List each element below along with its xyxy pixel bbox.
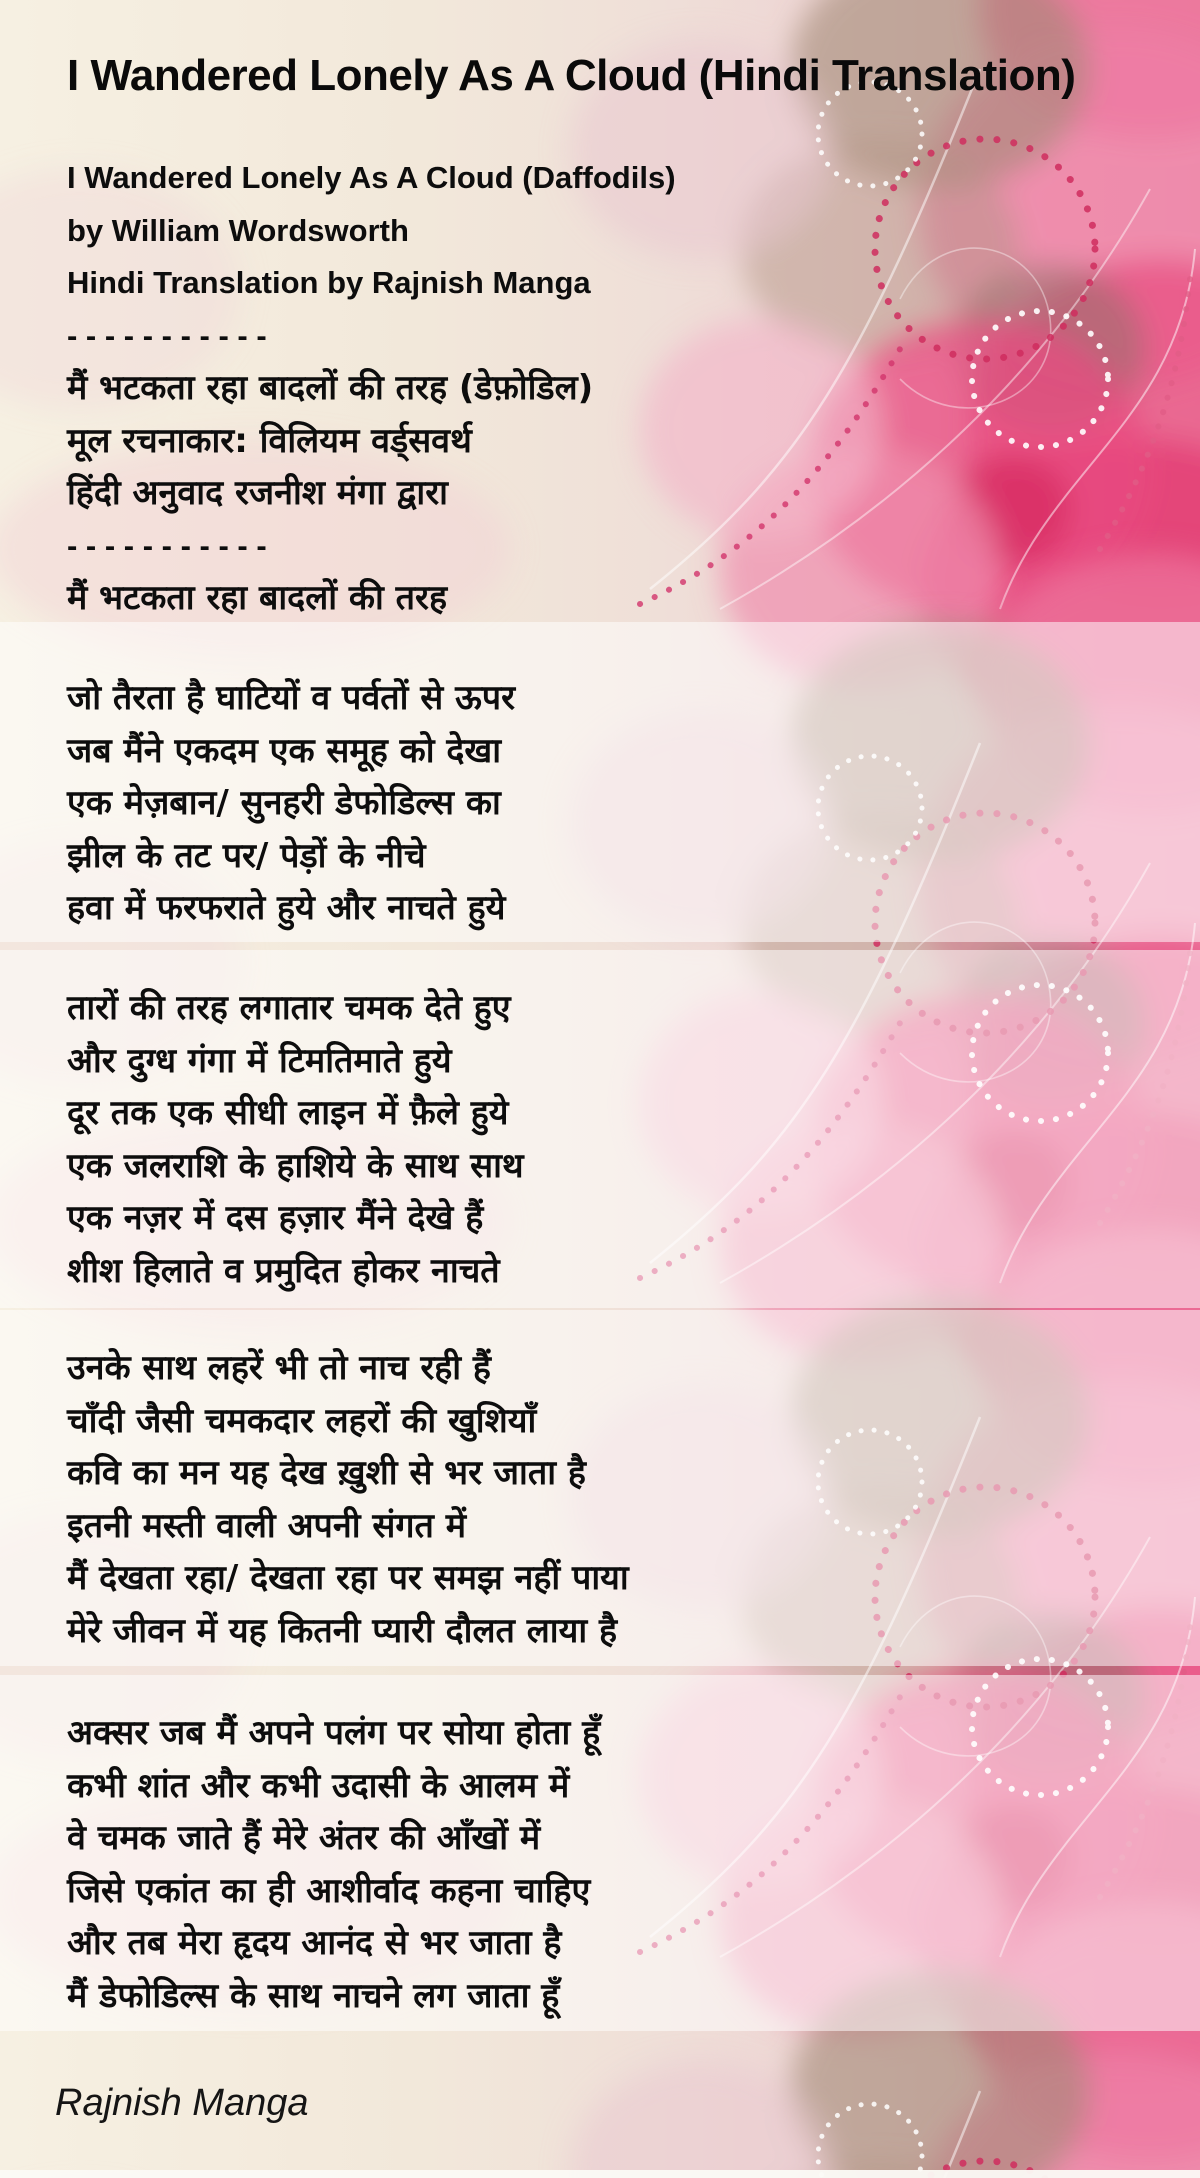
poem-stanza-intro bbox=[67, 152, 676, 625]
poem-line: अक्सर जब मैं अपने पलंग पर सोया होता हूँ bbox=[67, 1713, 601, 1753]
poem-stanza-5 bbox=[67, 1707, 600, 2022]
poem-line: कभी शांत और कभी उदासी के आलम में bbox=[67, 1765, 570, 1806]
bottom-edge-strip bbox=[0, 2170, 1200, 2178]
translator-signature: Rajnish Manga bbox=[55, 2082, 309, 2124]
poem-line: एक नज़र में दस हज़ार मैंने देखे हैं bbox=[67, 1198, 484, 1238]
poem-line: झील के तट पर/ पेड़ों के नीचे bbox=[67, 835, 426, 876]
poem-line: मेरे जीवन में यह कितनी प्यारी दौलत लाया है bbox=[67, 1610, 618, 1651]
poem-line: चाँदी जैसी चमकदार लहरों की खुशियाँ bbox=[67, 1400, 537, 1441]
poem-line: एक जलराशि के हाशिये के साथ साथ bbox=[67, 1145, 524, 1186]
poem-line: Hindi Translation by Rajnish Manga bbox=[67, 265, 591, 300]
poem-stanza-4 bbox=[67, 1342, 629, 1657]
poem-line: जब मैंने एकदम एक समूह को देखा bbox=[67, 730, 502, 771]
poem-line: मैं भटकता रहा बादलों की तरह (डेफ़ोडिल) bbox=[67, 368, 594, 408]
poem-line: मैं भटकता रहा बादलों की तरह bbox=[67, 578, 448, 618]
poem-line: शीश हिलाते व प्रमुदित होकर नाचते bbox=[67, 1250, 500, 1291]
page-title: I Wandered Lonely As A Cloud (Hindi Translation) bbox=[67, 51, 1076, 100]
poem-line: और तब मेरा हृदय आनंद से भर जाता है bbox=[67, 1923, 562, 1963]
poem-line: - - - - - - - - - - - bbox=[67, 317, 267, 353]
poem-line: दूर तक एक सीधी लाइन में फ़ैले हुये bbox=[67, 1093, 509, 1133]
poem-line: वे चमक जाते हैं मेरे अंतर की आँखों में bbox=[67, 1818, 541, 1858]
poem-line: कवि का मन यह देख ख़ुशी से भर जाता है bbox=[67, 1453, 586, 1493]
poem-line: - - - - - - - - - - - bbox=[67, 527, 267, 563]
poem-line: तारों की तरह लगातार चमक देते हुए bbox=[67, 988, 511, 1028]
poem-stanza-3 bbox=[67, 982, 524, 1297]
poem-line: एक मेज़बान/ सुनहरी डेफोडिल्स का bbox=[67, 783, 501, 823]
poem-line: by William Wordsworth bbox=[67, 212, 409, 248]
poem-line: मैं डेफोडिल्स के साथ नाचने लग जाता हूँ bbox=[67, 1975, 560, 2016]
poem-line: जो तैरता है घाटियों व पर्वतों से ऊपर bbox=[67, 678, 515, 718]
poem-line: I Wandered Lonely As A Cloud (Daffodils) bbox=[67, 160, 676, 195]
poem-line: मैं देखता रहा/ देखता रहा पर समझ नहीं पाया bbox=[67, 1558, 629, 1598]
poem-line: इतनी मस्ती वाली अपनी संगत में bbox=[67, 1505, 467, 1546]
poem-line: हवा में फरफराते हुये और नाचते हुये bbox=[67, 888, 506, 928]
poem-line: हिंदी अनुवाद रजनीश मंगा द्वारा bbox=[67, 473, 448, 513]
poem-line: उनके साथ लहरें भी तो नाच रही हैं bbox=[67, 1348, 491, 1388]
poem-line: मूल रचनाकार: विलियम वर्ड्सवर्थ bbox=[67, 420, 472, 461]
poem-stanza-2 bbox=[67, 672, 515, 935]
poem-line: और दुग्ध गंगा में टिमतिमाते हुये bbox=[67, 1040, 452, 1081]
poem-line: जिसे एकांत का ही आशीर्वाद कहना चाहिए bbox=[67, 1870, 591, 1911]
